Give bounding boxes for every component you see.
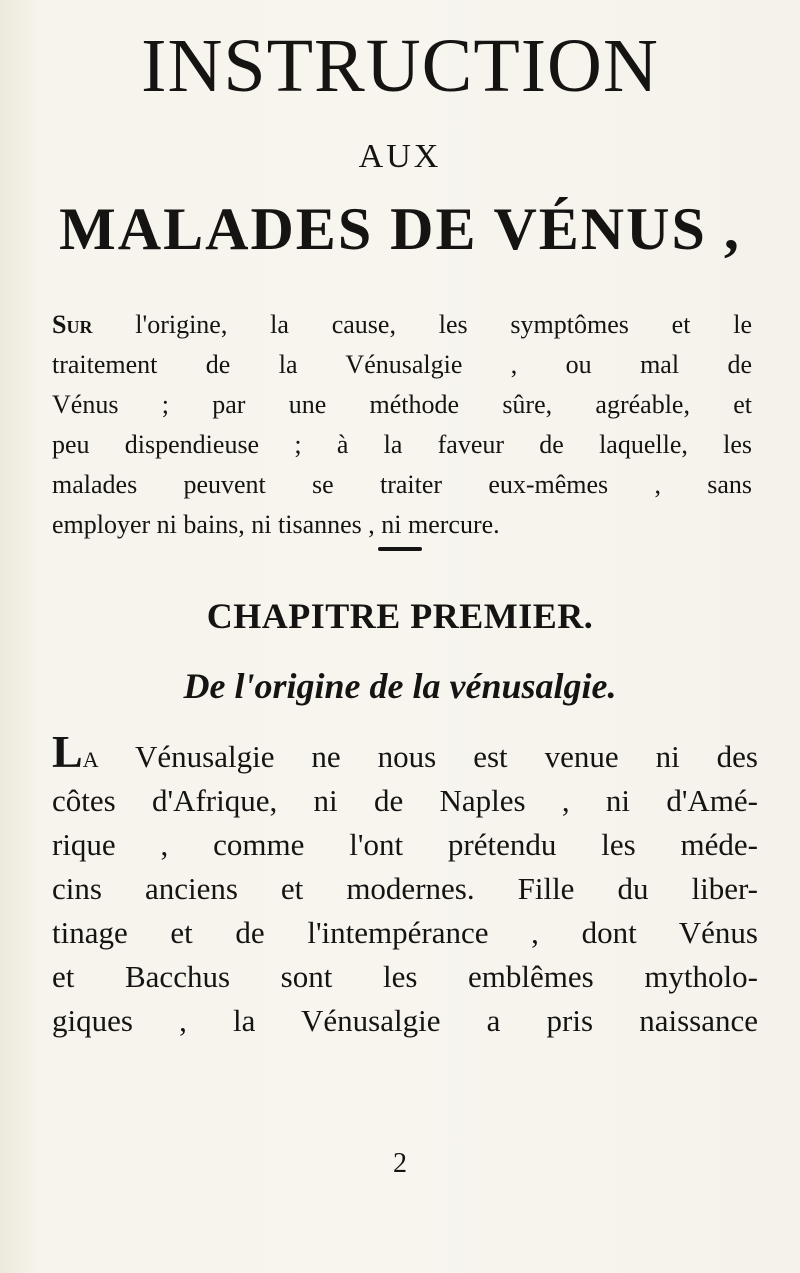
body-line-7: giques , la Vénusalgie a pris naissance [52, 1003, 758, 1038]
summary-line-3: Vénus ; par une méthode sûre, agréable, et [52, 390, 752, 419]
summary-line-text: l'origine, la cause, les symptômes et le [135, 310, 753, 339]
drop-cap-rest: a [82, 739, 99, 774]
body-line-6: et Bacchus sont les emblêmes mytholo- [52, 959, 758, 994]
page-number: 2 [393, 1148, 407, 1179]
title-aux: AUX [358, 138, 442, 175]
section-divider-rule [378, 547, 422, 551]
body-line-3: rique , comme l'ont prétendu les méde- [52, 827, 758, 862]
body-line-4: cins anciens et modernes. Fille du liber- [52, 871, 758, 906]
chapter-subtitle: De l'origine de la vénusalgie. [183, 666, 617, 706]
chapter-heading: CHAPITRE PREMIER. [206, 596, 594, 636]
body-line-2: côtes d'Afrique, ni de Naples , ni d'Amé- [52, 783, 758, 818]
summary-paragraph [52, 305, 752, 545]
summary-line-4: peu dispendieuse ; à la faveur de laquelle, les [52, 430, 752, 459]
body-line-5: tinage et de l'intempérance , dont Vénus [52, 915, 758, 950]
title-malades-de-venus: MALADES DE VÉNUS , [59, 196, 741, 262]
title-instruction: INSTRUCTION [141, 24, 659, 108]
summary-line-5: malades peuvent se traiter eux-mêmes , sans [52, 470, 752, 499]
summary-lead-word: Sur [52, 310, 93, 339]
body-line-1-text: Vénusalgie ne nous est venue ni des [135, 739, 758, 774]
summary-line-2: traitement de la Vénusalgie , ou mal de [52, 350, 752, 379]
drop-cap: L [52, 726, 83, 777]
summary-line-1 [52, 305, 752, 345]
body-line-1 [52, 726, 758, 779]
summary-line-6: employer ni bains, ni tisannes , ni mercure. [52, 510, 500, 539]
body-paragraph [52, 726, 758, 1043]
